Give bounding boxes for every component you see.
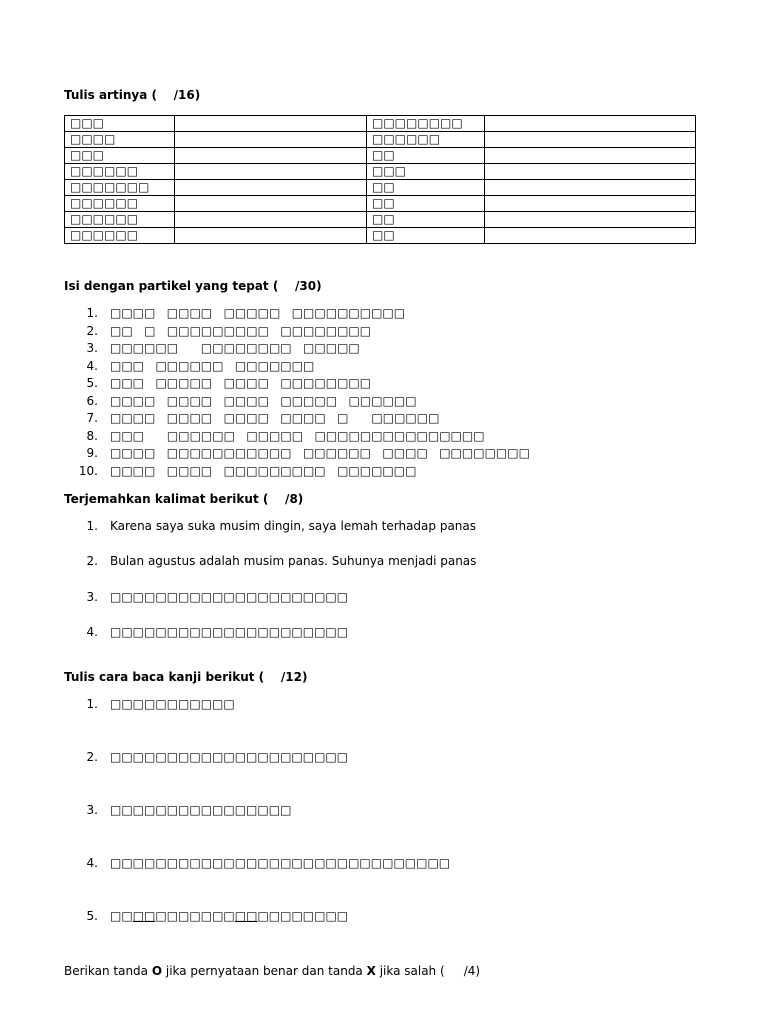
item-text: □□□□ □□□□ □□□□□□□□□ □□□□□□□ [110, 463, 417, 478]
vocab-answer-cell[interactable] [175, 148, 367, 164]
item-text: □□□□□□□□□□□□□□□□□□□□□ [110, 590, 349, 604]
section-heading-kanji-reading: Tulis cara baca kanji berikut ( /12) [64, 670, 308, 684]
vocab-answer-cell[interactable] [175, 164, 367, 180]
kanji-reading-question [64, 856, 704, 870]
item-text-part: □□ [234, 909, 258, 923]
item-number: 2. [86, 554, 98, 568]
vocabulary-table [64, 115, 696, 244]
particle-question [64, 446, 704, 460]
vocab-term-cell: □□□ [367, 164, 485, 180]
vocab-term-cell: □□ [367, 148, 485, 164]
item-text: □□□ □□□□□□ □□□□□ □□□□□□□□□□□□□□□ [110, 428, 485, 443]
translate-question [64, 554, 704, 568]
item-text: □□□□□□□□□□□□□□□□ [110, 803, 292, 817]
item-text-part: □□□□□□□ [155, 909, 235, 923]
vocab-term-cell: □□ [367, 196, 485, 212]
vocab-answer-cell[interactable] [175, 132, 367, 148]
item-number: 3. [86, 590, 98, 604]
vocab-answer-cell[interactable] [485, 116, 696, 132]
particle-question [64, 324, 704, 338]
item-number: 3. [86, 803, 98, 817]
item-number: 4. [86, 358, 98, 373]
mark-x-label: X [366, 964, 376, 978]
vocab-term-cell: □□□□□□ [65, 164, 175, 180]
item-text: □□ □ □□□□□□□□□ □□□□□□□□ [110, 323, 372, 338]
vocabulary-row [65, 196, 696, 212]
vocabulary-row [65, 132, 696, 148]
vocab-answer-cell[interactable] [485, 132, 696, 148]
vocab-term-cell: □□□□□□□□ [367, 116, 485, 132]
item-number: 2. [86, 323, 98, 338]
vocab-term-cell: □□□□□□ [65, 228, 175, 244]
item-text: □□□□□□□□□□□□□□□□□□□□□ [110, 625, 349, 639]
kanji-reading-question [64, 750, 704, 764]
item-text: □□□□□□□□□□□□□□□□□□□□□□□□□□□□□□ [110, 856, 451, 870]
kanji-reading-question [64, 803, 704, 817]
item-text: □□□□ □□□□ □□□□ □□□□□ □□□□□□ [110, 393, 417, 408]
kanji-reading-question [64, 909, 704, 923]
particle-question [64, 464, 704, 478]
item-number: 1. [86, 306, 98, 320]
particle-question [64, 376, 704, 390]
item-number: 5. [86, 376, 98, 390]
item-number: 8. [86, 428, 98, 443]
vocabulary-row [65, 180, 696, 196]
vocab-answer-cell[interactable] [175, 116, 367, 132]
mark-o-label: O [151, 964, 163, 978]
section-heading-true-false [64, 964, 480, 978]
vocab-term-cell: □□ [367, 212, 485, 228]
item-text-part: □□□□□□□□ [257, 909, 349, 923]
vocab-answer-cell[interactable] [175, 196, 367, 212]
vocab-answer-cell[interactable] [175, 228, 367, 244]
item-number: 3. [86, 341, 98, 355]
vocab-term-cell: □□ [367, 228, 485, 244]
translate-question [64, 625, 704, 639]
item-text: □□□□□□ □□□□□□□□ □□□□□ [110, 341, 360, 355]
item-text-part: □□ [110, 909, 133, 923]
vocab-answer-cell[interactable] [485, 196, 696, 212]
section-heading-particles: Isi dengan partikel yang tepat ( /30) [64, 279, 322, 293]
item-text-part: □□ [132, 909, 156, 923]
item-text: Bulan agustus adalah musim panas. Suhunya menjadi panas [110, 554, 477, 568]
vocabulary-row [65, 164, 696, 180]
item-number: 1. [86, 697, 98, 711]
item-text: □□□□ □□□□ □□□□□ □□□□□□□□□□ [110, 306, 406, 320]
item-number: 2. [86, 750, 98, 764]
vocab-term-cell: □□□ [65, 148, 175, 164]
vocabulary-row [65, 212, 696, 228]
particle-question [64, 429, 704, 443]
vocab-answer-cell[interactable] [485, 212, 696, 228]
vocab-term-cell: □□□□□□ [65, 196, 175, 212]
vocab-answer-cell[interactable] [175, 180, 367, 196]
vocab-term-cell: □□□ [65, 116, 175, 132]
heading-text-part: jika pernyataan benar dan tanda [162, 964, 367, 978]
item-number: 9. [86, 446, 98, 460]
item-text: □□□□ □□□□□□□□□□□ □□□□□□ □□□□ □□□□□□□□ [110, 446, 530, 460]
item-text: □□□□□□□□□□□ [110, 697, 235, 711]
vocab-term-cell: □□ [367, 180, 485, 196]
item-number: 10. [78, 463, 98, 478]
translate-question [64, 590, 704, 604]
vocab-term-cell: □□□□□□ [367, 132, 485, 148]
item-text: □□□□□□□□□□□□□□□□□□□□□ [110, 750, 349, 764]
vocabulary-row [65, 228, 696, 244]
particle-question [64, 359, 704, 373]
item-number: 5. [86, 909, 98, 923]
item-number: 6. [86, 393, 98, 408]
item-text: □□□ □□□□□ □□□□ □□□□□□□□ [110, 376, 372, 390]
vocab-term-cell: □□□□□□□ [65, 180, 175, 196]
vocab-answer-cell[interactable] [485, 228, 696, 244]
vocab-term-cell: □□□□□□ [65, 212, 175, 228]
item-text: □□□ □□□□□□ □□□□□□□ [110, 358, 315, 373]
item-number: 7. [86, 411, 98, 425]
vocabulary-row [65, 116, 696, 132]
particle-question [64, 306, 704, 320]
section-heading-vocabulary: Tulis artinya ( /16) [64, 88, 201, 102]
item-number: 4. [86, 856, 98, 870]
heading-text-part: jika salah ( /4) [375, 964, 481, 978]
vocab-answer-cell[interactable] [485, 164, 696, 180]
heading-text-part: Berikan tanda [64, 964, 152, 978]
particle-question [64, 411, 704, 425]
item-number: 1. [86, 519, 98, 533]
particle-question [64, 341, 704, 355]
vocab-answer-cell[interactable] [485, 180, 696, 196]
section-heading-translate: Terjemahkan kalimat berikut ( /8) [64, 492, 304, 506]
vocab-answer-cell[interactable] [485, 148, 696, 164]
translate-question [64, 519, 704, 533]
vocabulary-row [65, 148, 696, 164]
item-text: □□□□ □□□□ □□□□ □□□□ □ □□□□□□ [110, 411, 440, 425]
item-text: Karena saya suka musim dingin, saya lemah terhadap panas [110, 519, 477, 533]
item-number: 4. [86, 625, 98, 639]
vocab-answer-cell[interactable] [175, 212, 367, 228]
vocab-term-cell: □□□□ [65, 132, 175, 148]
kanji-reading-question [64, 697, 704, 711]
particle-question [64, 394, 704, 408]
